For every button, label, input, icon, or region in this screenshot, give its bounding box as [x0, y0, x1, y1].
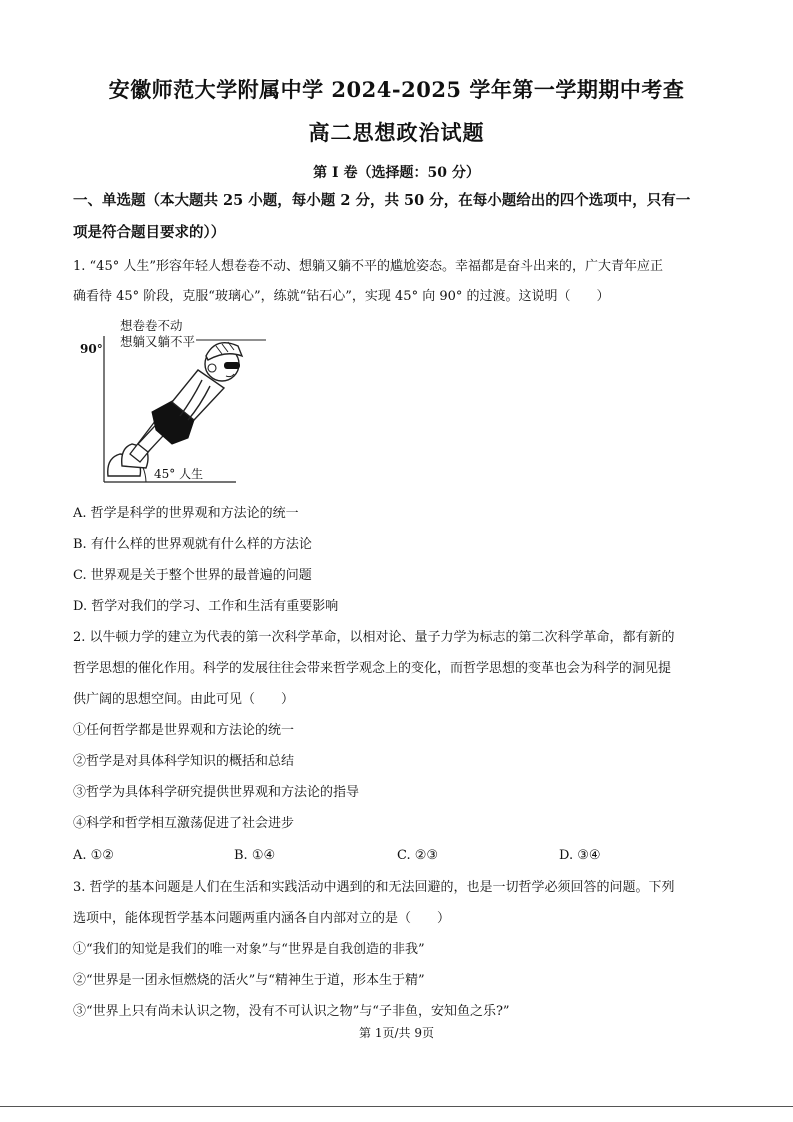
- q2-item-1: ①任何哲学都是世界观和方法论的统一: [73, 723, 295, 738]
- instructions-line-2: 项是符合题目要求的））: [73, 224, 226, 241]
- instructions-line-1: 一、单选题（本大题共 25 小题，每小题 2 分，共 50 分，在每小题给出的四个选项中，只有一: [73, 192, 691, 209]
- q2-item-2: ②哲学是对具体科学知识的概括和总结: [73, 754, 295, 769]
- q2-option-a: A. ①②: [73, 848, 114, 863]
- q3-item-2: ②“世界是一团永恒燃烧的活火”与“精神生于道，形本生于精”: [73, 973, 425, 988]
- q2-stem-line-3: 供广阔的思想空间。由此可见（ ）: [73, 692, 295, 707]
- q3-item-3: ③“世界上只有尚未认识之物，没有不可认识之物”与“子非鱼，安知鱼之乐?”: [73, 1004, 510, 1019]
- q1-option-b: B. 有什么样的世界观就有什么样的方法论: [73, 537, 312, 552]
- q1-option-c: C. 世界观是关于整个世界的最普遍的问题: [73, 568, 312, 583]
- figure-caption-line-2: 想躺又躺不平: [120, 334, 196, 349]
- q3-stem-line-1: 3. 哲学的基本问题是人们在生活和实践活动中遇到的和无法回避的，也是一切哲学必须回答的问题。下列: [73, 880, 675, 895]
- q2-stem-line-1: 2. 以牛顿力学的建立为代表的第一次科学革命，以相对论、量子力学为标志的第二次科学革命，都有新的: [73, 630, 675, 645]
- q2-option-b: B. ①④: [234, 848, 276, 863]
- q1-stem-line-2: 确看待 45° 阶段，克服“玻璃心”，练就“钻石心”，实现 45° 向 90° 的过渡。这说明（ ）: [73, 289, 610, 304]
- figure-angle-90-label: 90°: [80, 342, 103, 356]
- bottom-divider: [0, 1106, 793, 1107]
- q2-item-4: ④科学和哲学相互激荡促进了社会进步: [73, 816, 295, 831]
- q2-stem-line-2: 哲学思想的催化作用。科学的发展往往会带来哲学观念上的变化，而哲学思想的变革也会为科学的洞见提: [73, 661, 672, 676]
- q1-stem-line-1: 1. “45° 人生”形容年轻人想卷卷不动、想躺又躺不平的尴尬姿态。幸福都是奋斗出来的，广大青年应正: [73, 259, 664, 274]
- q2-option-c: C. ②③: [397, 848, 439, 863]
- q3-item-1: ①“我们的知觉是我们的唯一对象”与“世界是自我创造的非我”: [73, 942, 425, 957]
- q2-item-3: ③哲学为具体科学研究提供世界观和方法论的指导: [73, 785, 360, 800]
- q3-stem-line-2: 选项中，能体现哲学基本问题两重内涵各自内部对立的是（ ）: [73, 911, 451, 926]
- exam-title: 安徽师范大学附属中学 2024-2025 学年第一学期期中考查: [108, 77, 685, 102]
- person-leaning-illustration: [76, 316, 276, 488]
- q1-figure: [76, 316, 276, 488]
- q2-option-d: D. ③④: [559, 848, 601, 863]
- figure-angle-45-label: 45° 人生: [154, 467, 204, 481]
- figure-caption-line-1: 想卷卷不动: [120, 318, 183, 333]
- q1-option-a: A. 哲学是科学的世界观和方法论的统一: [73, 506, 299, 521]
- q1-option-d: D. 哲学对我们的学习、工作和生活有重要影响: [73, 599, 339, 614]
- page-number: 第 1页/共 9页: [359, 1026, 434, 1040]
- section-heading: 第 I 卷（选择题：50 分）: [313, 165, 480, 181]
- exam-subtitle: 高二思想政治试题: [308, 120, 485, 145]
